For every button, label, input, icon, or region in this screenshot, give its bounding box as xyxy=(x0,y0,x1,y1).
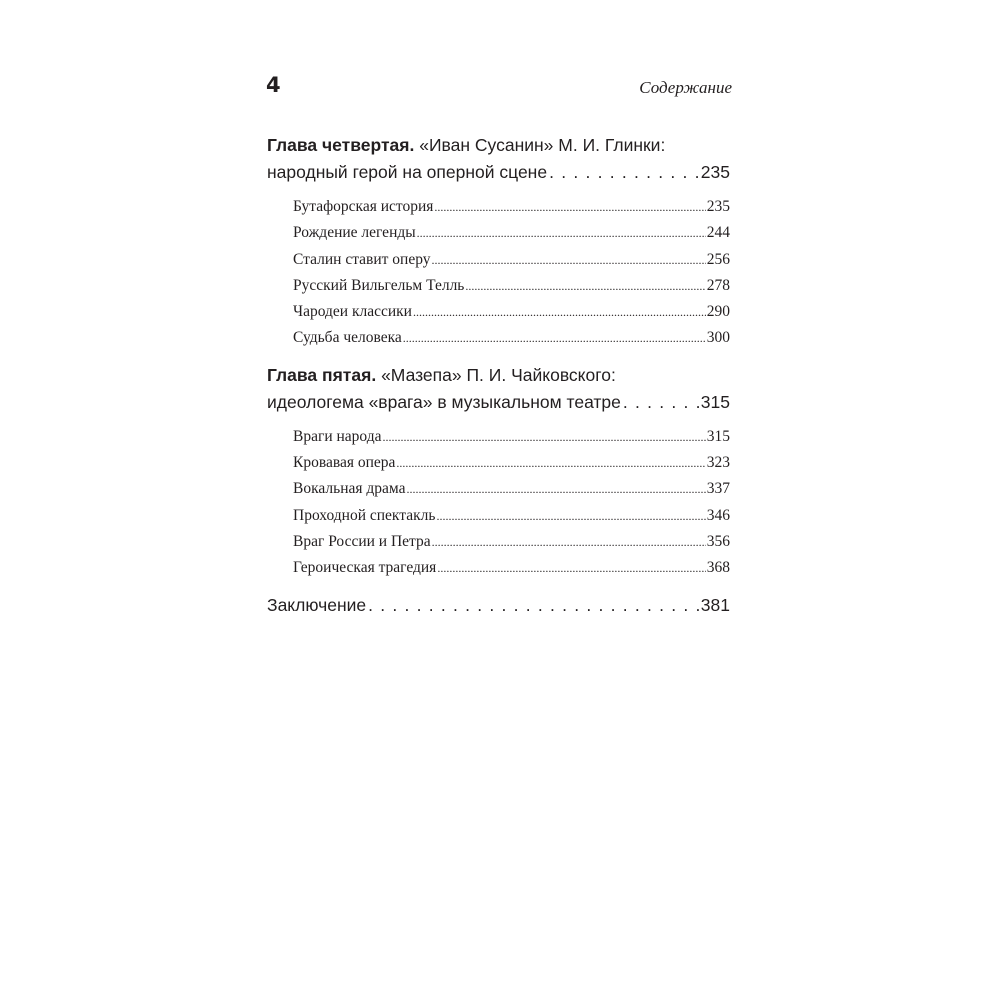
toc-entry-page: 337 xyxy=(706,480,730,498)
toc-entry[interactable] xyxy=(293,503,730,529)
chapter-five-title-part1: «Мазепа» П. И. Чайковского: xyxy=(381,364,616,385)
toc-entry-page: 235 xyxy=(706,198,730,215)
chapter-four-sections xyxy=(293,194,730,352)
toc-entry[interactable] xyxy=(293,299,730,325)
toc-entry[interactable] xyxy=(293,247,730,273)
toc-entry[interactable] xyxy=(293,555,730,581)
toc-entry[interactable] xyxy=(293,529,730,555)
chapter-four-label: Глава четвертая. xyxy=(267,135,415,155)
dot-leader xyxy=(549,159,699,186)
toc-entry-title: Вокальная драма xyxy=(293,480,406,498)
dot-leader xyxy=(434,194,705,220)
running-title: Содержание xyxy=(639,78,732,97)
toc-entry[interactable] xyxy=(293,476,730,502)
toc-entry-page: 346 xyxy=(706,506,730,524)
toc-entry-page: 290 xyxy=(706,303,730,321)
dot-leader xyxy=(383,424,706,450)
toc-entry-page: 356 xyxy=(706,532,730,550)
dot-leader xyxy=(417,220,706,246)
dot-leader xyxy=(465,273,705,299)
dot-leader xyxy=(406,476,705,502)
dot-leader xyxy=(436,503,705,529)
chapter-five-sections xyxy=(293,424,730,582)
dot-leader xyxy=(432,529,706,555)
chapter-four-title-part1: «Иван Сусанин» М. И. Глинки: xyxy=(419,135,666,155)
chapter-five-label: Глава пятая. xyxy=(267,364,377,385)
toc-entry-title: Враги народа xyxy=(293,427,382,445)
toc-entry[interactable] xyxy=(293,220,730,246)
toc-entry-title: Чародеи классики xyxy=(293,303,412,321)
conclusion-page: 381 xyxy=(700,594,730,615)
toc-entry[interactable] xyxy=(293,194,730,220)
toc-entry-page: 368 xyxy=(706,559,730,577)
chapter-four-title-line2 xyxy=(267,159,730,186)
toc-entry[interactable] xyxy=(293,325,730,351)
chapter-four-title-line1 xyxy=(267,132,730,159)
toc-entry-page: 278 xyxy=(706,276,730,294)
chapter-four-heading[interactable] xyxy=(267,132,730,186)
dot-leader xyxy=(413,299,706,325)
toc-entry-title: Судьба человека xyxy=(293,329,402,347)
dot-leader xyxy=(403,325,706,351)
chapter-five-title-part2: идеологема «врага» в музыкальном театре xyxy=(267,391,621,412)
dot-leader xyxy=(432,247,706,273)
conclusion-entry[interactable] xyxy=(267,592,730,619)
toc-entry-title: Рождение легенды xyxy=(293,224,416,242)
toc-entry[interactable] xyxy=(293,424,730,450)
chapter-four xyxy=(267,132,730,352)
toc-entry-page: 323 xyxy=(706,454,730,472)
chapter-five-heading[interactable] xyxy=(267,362,730,416)
table-of-contents xyxy=(267,132,730,619)
toc-entry-title: Сталин ставит оперу xyxy=(293,250,431,268)
dot-leader xyxy=(396,450,705,476)
toc-entry-title: Кровавая опера xyxy=(293,454,396,472)
chapter-five-title-line2 xyxy=(267,389,730,416)
toc-entry-title: Русский Вильгельм Телль xyxy=(293,276,465,294)
toc-entry[interactable] xyxy=(293,450,730,476)
toc-entry-title: Бутафорская история xyxy=(293,198,434,215)
dot-leader xyxy=(368,592,699,619)
chapter-five-title-line1 xyxy=(267,362,730,389)
dot-leader xyxy=(623,389,699,416)
toc-entry-title: Героическая трагедия xyxy=(293,559,437,577)
dot-leader xyxy=(437,555,705,581)
page-number: 4 xyxy=(266,73,281,97)
toc-entry-title: Проходной спектакль xyxy=(293,506,436,524)
conclusion-line xyxy=(267,592,730,619)
toc-entry-page: 256 xyxy=(706,250,730,268)
chapter-five xyxy=(267,362,730,582)
chapter-five-page: 315 xyxy=(700,391,730,412)
chapter-four-page: 235 xyxy=(700,162,730,182)
toc-entry-title: Враг России и Петра xyxy=(293,532,431,550)
toc-entry-page: 300 xyxy=(706,329,730,347)
conclusion-title: Заключение xyxy=(267,594,367,615)
toc-entry-page: 244 xyxy=(706,224,730,242)
chapter-four-title-part2: народный герой на оперной сцене xyxy=(267,162,548,182)
toc-entry[interactable] xyxy=(293,273,730,299)
toc-entry-page: 315 xyxy=(706,427,730,445)
